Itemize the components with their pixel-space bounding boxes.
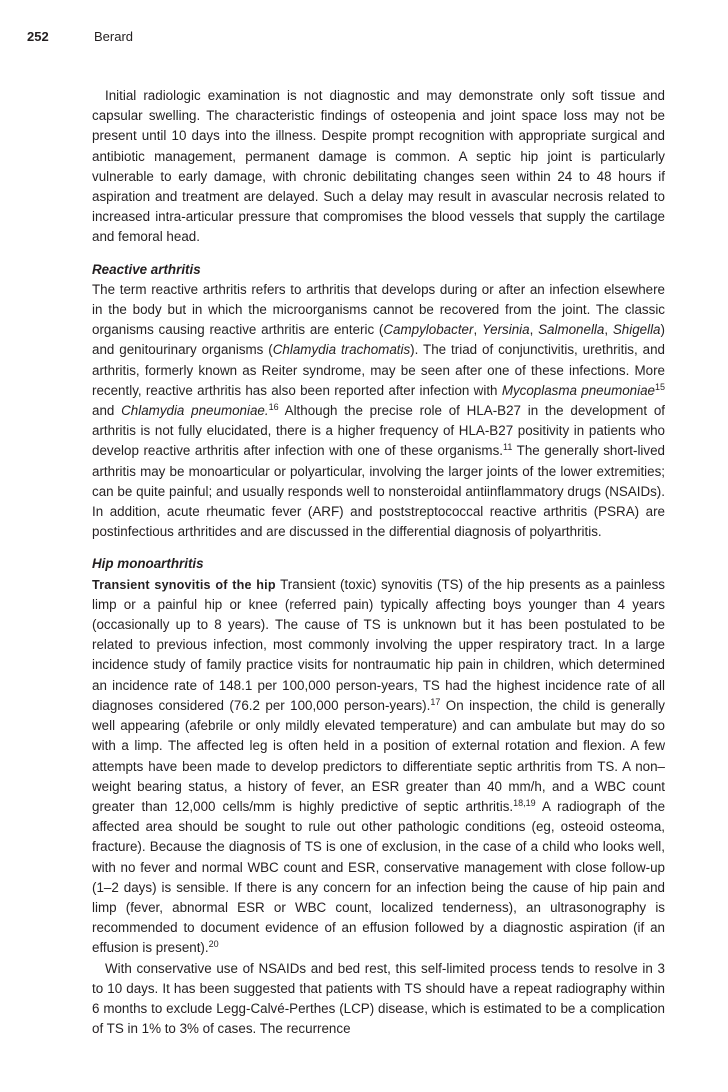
citation-16: 16	[268, 402, 279, 413]
citation-17: 17	[430, 696, 441, 707]
article-body	[92, 86, 665, 1039]
section-heading-reactive-arthritis: Reactive arthritis	[92, 261, 201, 277]
citation-15: 15	[655, 381, 666, 392]
paragraph-ts-resolution: With conservative use of NSAIDs and bed rest, this self-limited process tends to resolve in 3 to 10 days. It has been suggested that patients with TS should have a repeat radiography within 6 months to exclude Legg-Calvé-Perthes (LCP) disease, which is estimated to be a complication of TS in 1% to 3% of cases. The recurrence	[92, 960, 665, 1037]
citation-18-19: 18,19	[513, 797, 536, 808]
paragraph-reactive-arthritis: The term reactive arthritis refers to arthritis that develops during or after an infection elsewhere in the body but in which the microorganisms cannot be recovered from the joint. The classic organisms causing reactive arthritis are enteric (Campylobacter, Yersinia, Salmonella, Shigella) and genitourinary organisms (Chlamydia trachomatis). The triad of conjunctivitis, urethritis, and arthritis, formerly known as Reiter syndrome, may be seen after one of these infections. More recently, reactive arthritis has also been reported after infection with Mycoplasma pneumoniae$^{15}$ and Chlamydia pneumoniae.$^{16}$ Although the precise role of HLA-B27 in the development of arthritis is not fully elucidated, there is a higher frequency of HLA-B27 positivity in patients who develop reactive arthritis after infection with one of these organisms.$^{11}$ The generally short-lived arthritis may be monoarticular or polyarticular, involving the larger joints of the lower extremities; can be quite painful; and usually responds well to nonsteroidal antiinflammatory drugs (NSAIDs). In addition, acute rheumatic fever (ARF) and poststreptococcal reactive arthritis (PSRA) are postinfectious arthritides and are discussed in the differential diagnosis of polyarthritis.	[92, 281, 666, 540]
runin-heading-transient-synovitis: Transient synovitis of the hip	[92, 577, 276, 592]
running-header	[27, 29, 133, 44]
running-title: Berard	[94, 29, 134, 44]
paragraph-transient-synovitis: Transient synovitis of the hip Transient (toxic) synovitis (TS) of the hip presents as a painless limp or a painful hip or knee (referred pain) typically affecting boys younger than 4 years (occasionally up to 8 years). The cause of TS is unknown but it has been postulated to be related to previous infection, most commonly involving the upper respiratory tract. In a large incidence study of family practice visits for nontraumatic hip pain in children, which determined an incidence rate of 148.1 per 100,000 person-years, TS had the highest incidence rate of all diagnoses considered (76.2 per 100,000 person-years).$^{17}$ On inspection, the child is generally well appearing (afebrile or only mildly elevated temperature) and can ambulate but may do so with a limp. The affected leg is often held in a position of external rotation and flexion. A few attempts have been made to develop predictors to differentiate septic arthritis from TS. A non–weight bearing status, a history of fever, an ESR greater than 40 mm/h, and a WBC count greater than 12,000 cells/mm is highly predictive of septic arthritis.$^{18,19}$ A radiograph of the affected area should be sought to rule out other pathologic conditions (eg, osteoid osteoma, fracture). Because the diagnosis of TS is one of exclusion, in the case of a child who looks well, with no fever and normal WBC count and ESR, conservative management with close follow-up (1–2 days) is sensible. If there is any concern for an infection being the cause of hip pain and limp (fever, abnormal ESR or WBC count, localized tenderness), an ultrasonography is recommended to document evidence of an effusion followed by a diagnostic aspiration (if an effusion is present).$^{20}$	[92, 576, 666, 956]
page-number: 252	[27, 29, 49, 44]
citation-11: 11	[503, 442, 513, 453]
citation-20: 20	[208, 939, 219, 950]
paragraph-radiologic: Initial radiologic examination is not diagnostic and may demonstrate only soft tissue and capsular swelling. The characteristic findings of osteopenia and joint space loss may not be present until 10 days into the illness. Despite prompt recognition with appropriate surgical and antibiotic management, permanent damage is common. A septic hip joint is particularly vulnerable to early damage, with chronic debilitating changes seen within 24 to 48 hours if aspiration and treatment are delayed. Such a delay may result in avascular necrosis related to increased intra-articular pressure that compromises the blood vessels that supply the cartilage and femoral head.	[92, 88, 665, 245]
section-heading-hip-monoarthritis: Hip monoarthritis	[92, 556, 204, 572]
